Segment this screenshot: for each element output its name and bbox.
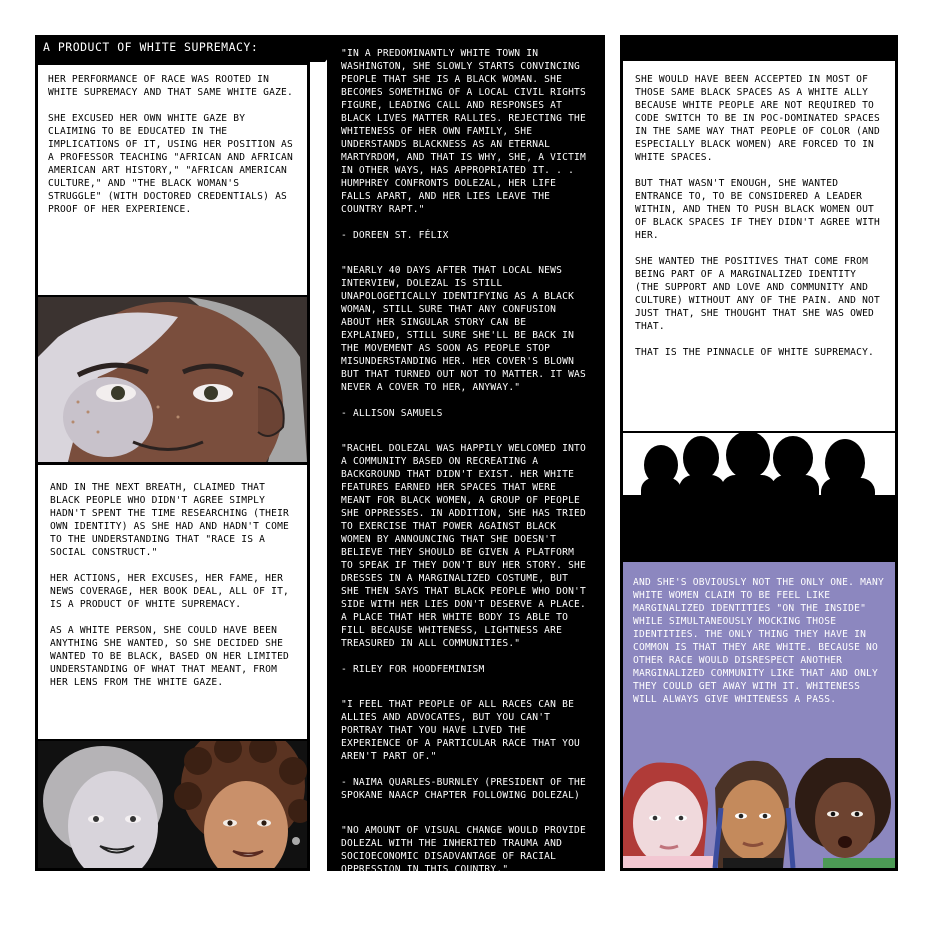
paragraph: SHE WOULD HAVE BEEN ACCEPTED IN MOST OF THOSE SAME BLACK SPACES AS A WHITE ALLY BECAUSE WHITE PEOPLE ARE NOT REQUIRED TO CODE SWITCH TO BE IN POC-DOMINATED SPACES IN THE SAME WAY THAT PEOPLE OF COLOR (AND ESPECIALLY BLACK WOMEN) ARE FORCED TO IN WHITE SPACES. <box>635 74 886 163</box>
left-text-box-2 <box>38 465 307 739</box>
right-text-box <box>623 61 895 431</box>
quote-attribution: - RILEY FOR HOODFEMINISM <box>341 664 485 675</box>
paragraph: HER ACTIONS, HER EXCUSES, HER FAME, HER NEWS COVERAGE, HER BOOK DEAL, ALL OF IT, IS A PRODUCT OF WHITE SUPREMACY. <box>50 573 296 610</box>
quote-text: "RACHEL DOLEZAL WAS HAPPILY WELCOMED INTO A COMMUNITY BASED ON RECREATING A BACKGROUND THAT DIDN'T EXIST. HER WHITE FEATURES EARNED HER SPACES THAT WERE MEANT FOR BLACK WOMEN, A GROUP OF PEOPLE SHE OPPRESSES. IN ADDITION, SHE HAS TRIED TO EXERCISE THAT POWER AGAINST BLACK WOMEN BY ANNOUNCING THAT SHE DOESN'T BELIEVE THEY SHOULD BE GIVEN A PLATFORM TO SPEAK IF THEY DON'T BUY HER STORY. SHE DRESSES IN A MARGINALIZED COSTUME, BUT SHE THEN SAYS THAT BLACK PEOPLE WHO DON'T SIDE WITH HER LIES DON'T DESERVE A PLACE. A PLACE THAT HER WHITE BODY IS ABLE TO FILL BECAUSE WHITENESS, LIGHTNESS ARE TREASURED IN ALL COMMUNITIES." <box>341 443 592 649</box>
quote-attribution: - DOREEN ST. FÉLIX <box>341 230 449 241</box>
page-title: A PRODUCT OF WHITE SUPREMACY: <box>43 40 259 54</box>
purple-panel-text: AND SHE'S OBVIOUSLY NOT THE ONLY ONE. MANY WHITE WOMEN CLAIM TO BE FEEL LIKE MARGINALIZED IDENTITIES "ON THE INSIDE" WHILE SIMULTANEOUSLY MOCKING THOSE IDENTITIES. THE ONLY THING THEY HAVE IN COMMON IS THAT THEY ARE WHITE. BECAUSE NO OTHER RACE WOULD DISRESPECT ANOTHER MARGINALIZED COMMUNITY LIKE THAT AND ONLY THEY COULD GET AWAY WITH IT. WHITENESS WILL ALWAYS GIVE WHITENESS A PASS. <box>633 577 884 705</box>
quote-text: "I FEEL THAT PEOPLE OF ALL RACES CAN BE ALLIES AND ADVOCATES, BUT YOU CAN'T PORTRAY THAT YOU HAVE LIVED THE EXPERIENCE OF A PARTICULAR RACE THAT YOU AREN'T PART OF." <box>341 699 587 762</box>
left-column-panel <box>35 35 310 871</box>
quote-attribution: - IJEOMA OLUO <box>341 890 419 901</box>
paragraph: SHE WANTED THE POSITIVES THAT COME FROM BEING PART OF A MARGINALIZED IDENTITY (THE SUPPORT AND LOVE AND COMMUNITY AND CULTURE) WITHOUT ANY OF THE PAIN. AND NOT JUST THAT, SHE THOUGHT THAT SHE WAS OWED THAT. <box>635 256 886 332</box>
purple-text-panel <box>623 562 895 868</box>
paragraph: HER PERFORMANCE OF RACE WAS ROOTED IN WHITE SUPREMACY AND THAT SAME WHITE GAZE. <box>48 74 294 98</box>
paragraph: AND IN THE NEXT BREATH, CLAIMED THAT BLACK PEOPLE WHO DIDN'T AGREE SIMPLY HADN'T SPENT THE TIME RESEARCHING (THEIR OWN IDENTITY) AS SHE HAD AND HADN'T COME TO THE UNDERSTANDING THAT "RACE IS A SOCIAL CONSTRUCT." <box>50 482 296 558</box>
quote-text: "IN A PREDOMINANTLY WHITE TOWN IN WASHINGTON, SHE SLOWLY STARTS CONVINCING PEOPLE THAT SHE IS A BLACK WOMAN. SHE BECOMES SOMETHING OF A LOCAL CIVIL RIGHTS FIGURE, LEADING CALL AND RESPONSES AT BLACK LIVES MATTER RALLIES. REJECTING THE WHITENESS OF HER OWN FAMILY, SHE UNDERSTANDS BLACKNESS AS AN ETERNAL MARTYRDOM, AND THAT IS WHY, SHE, A VICTIM IN OTHER WAYS, HAS APPROPRIATED IT. . . HUMPHREY CONFRONTS DOLEZAL, HER LIFE FALLS APART, AND HER LIES LEAVE THE COUNTRY RAPT." <box>341 48 592 215</box>
quote-attribution: - NAIMA QUARLES-BURNLEY (PRESIDENT OF THE SPOKANE NAACP CHAPTER FOLLOWING DOLEZAL) <box>341 777 592 801</box>
paragraph: SHE EXCUSED HER OWN WHITE GAZE BY CLAIMING TO BE EDUCATED IN THE IMPLICATIONS OF IT, USING HER POSITION AS A PROFESSOR TEACHING "AFRICAN AND AFRICAN AMERICAN ART HISTORY," "AFRICAN AMERICAN CULTURE," AND "THE BLACK WOMAN'S STRUGGLE" (WITH DOCTORED CREDENTIALS) AS PROOF OF HER EXPERIENCE. <box>48 113 299 215</box>
right-column-panel <box>620 35 898 871</box>
left-text-box-1 <box>38 65 307 295</box>
three-women-illustration <box>623 758 895 868</box>
quote-attribution: - ALLISON SAMUELS <box>341 408 443 419</box>
quotes-panel <box>327 35 605 901</box>
paragraph: BUT THAT WASN'T ENOUGH, SHE WANTED ENTRANCE TO, TO BE CONSIDERED A LEADER WITHIN, AND THEN TO PUSH BLACK WOMEN OUT OF BLACK SPACES IF THEY DIDN'T AGREE WITH HER. <box>635 178 886 241</box>
portrait-illustration-closeup <box>38 297 307 462</box>
paragraph: AS A WHITE PERSON, SHE COULD HAVE BEEN ANYTHING SHE WANTED, SO SHE DECIDED SHE WANTED TO BE BLACK, BASED ON HER LIMITED UNDERSTANDING OF WHAT THAT MEANT, FROM HER LENS FROM THE WHITE GAZE. <box>50 625 296 688</box>
quote-text: "NO AMOUNT OF VISUAL CHANGE WOULD PROVIDE DOLEZAL WITH THE INHERITED TRAUMA AND SOCIOECONOMIC DISADVANTAGE OF RACIAL OPPRESSION IN THIS COUNTRY." <box>341 825 592 875</box>
paragraph: THAT IS THE PINNACLE OF WHITE SUPREMACY. <box>635 347 875 358</box>
quote-text: "NEARLY 40 DAYS AFTER THAT LOCAL NEWS INTERVIEW, DOLEZAL IS STILL UNAPOLOGETICALLY IDENTIFYING AS A BLACK WOMAN, STILL SURE THAT ANY CONFUSION ABOUT HER SINGULAR STORY CAN BE EXPLAINED, STILL SURE SHE'LL BE BACK IN THE MOVEMENT AS SOON AS PEOPLE STOP MISUNDERSTANDING HER. HER COVER'S BLOWN BUT THAT TURNED OUT NOT TO MATTER. IT WAS NEVER A COVER TO HER, ANYWAY." <box>341 265 592 393</box>
portrait-illustration-two-faces <box>38 741 307 868</box>
